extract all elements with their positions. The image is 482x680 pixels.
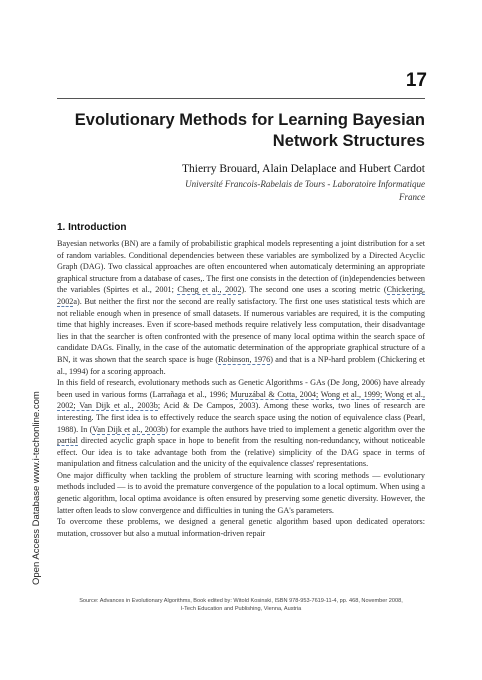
paragraph-1-text-b: ). The second one uses a scoring metric ( <box>241 285 387 295</box>
source-footnote <box>57 598 425 613</box>
affiliation <box>150 178 425 204</box>
citation-link[interactable]: partial <box>57 436 78 446</box>
paragraph-1-text-a: Bayesian networks (BN) are a family of probabilistic graphical models representing a joint distribution for a set of random variables. Conditional dependencies between these variables are symbolized by a Directed Acyclic Graph (DAG). Two classical approaches are often encountered when automaticaly determining an appropriate graphical structure from a database of cases,. The first one consists in the detection of (in)dependencies between the variables (Spirtes et al., 2001; <box>57 239 425 295</box>
paragraph-2-text-e: directed acyclic graph space in hope to benefit from the resulting non-redundancy, without noticeable effect. Our idea is to take advantage both from the (relative) simplicity of the DAG space in terms of manipulation and fitness calculation and the unicity of the equivalence classes' representations. <box>57 436 425 469</box>
paragraph-3: One major difficulty when tackling the problem of structure learning with scoring methods — evolutionary methods included — is to avoid the premature convergence of the population to a local optimum. When using a genetic algorithm, local optima avoidance is often ensured by preserving some genetic diversity. However, the latter often leads to slow convergence and difficulties in tuning the GA's parameters. <box>57 470 425 515</box>
header-rule <box>57 98 425 99</box>
side-watermark-text: Open Access Database www.i-techonline.com <box>31 391 42 585</box>
paragraph-2 <box>57 377 425 470</box>
citation-link[interactable]: Van Dijk et al., 2003b <box>92 424 166 434</box>
paragraph-4: To overcome these problems, we designed a general genetic algorithm based upon dedicated operators: mutation, crossover but also a mutual information-driven repair <box>57 517 425 538</box>
chapter-title <box>57 110 425 152</box>
title-line-2: Network Structures <box>272 132 425 150</box>
paragraph-2-text-b: ; Acid & De Campos, 2003). Among these works, two lines of research are interesting. The first idea is to effectively reduce the search space using the notion of equivalence class (Pearl, 1988). In ( <box>57 401 425 434</box>
affiliation-line-1: Université Francois-Rabelais de Tours - Laboratoire Informatique <box>185 179 425 189</box>
source-line-1: Source: Advances in Evolutionary Algorithms, Book edited by: Witold Kosinski, ISBN 978-953-7619-11-4, pp. 468, November 2008, <box>79 598 403 604</box>
citation-link[interactable]: Chickering, 2002 <box>57 285 425 306</box>
chapter-number: 17 <box>405 70 427 91</box>
source-line-2: I-Tech Education and Publishing, Vienna, Austria <box>180 605 302 612</box>
title-line-1: Evolutionary Methods for Learning Bayesian <box>74 111 425 129</box>
citation-link[interactable]: Robinson, 1976 <box>218 354 271 364</box>
paragraph-2-text-a: In this field of research, evolutionary methods such as Genetic Algorithms - GAs (De Jong, 2006) have already been used in various forms (Larrañaga et al., 1996; <box>57 378 425 399</box>
paragraph-1 <box>57 238 425 377</box>
paragraph-1-text-d: a). But neither the first nor the second are really satisfactory. The first one uses statistical tests which are not reliable enough when in presence of small datasets. If numerous variables are required, it is the computing time that highly increases. Even if score-based methods require relatively less computation, their disadvantage lies in that the searcher is often confronted with the presence of many local optima within the search space of candidate DAGs. Finally, in the case of the automatic determination of the appropriate graphical structure of a BN, it was shown that the search space is huge ( <box>57 296 425 364</box>
paragraph-1-text-e: ) and that is a NP-hard problem (Chickering et al., 1994) for a scoring approach. <box>57 354 425 376</box>
authors: Thierry Brouard, Alain Delaplace and Hubert Cardot <box>181 163 425 175</box>
paragraph-2-text-d: ) for example the authors have tried to implement a genetic algorithm over the <box>165 424 425 434</box>
section-heading: 1. Introduction <box>57 222 127 233</box>
body-text <box>57 238 425 539</box>
citation-link[interactable]: Cheng et al., 2002 <box>177 285 242 295</box>
citation-link[interactable]: Muruzábal & Cotta, 2004; Wong et al., 1999; Wong et al., 2002; Van Dijk et al., 2003b <box>57 389 425 411</box>
affiliation-line-2: France <box>399 192 425 202</box>
